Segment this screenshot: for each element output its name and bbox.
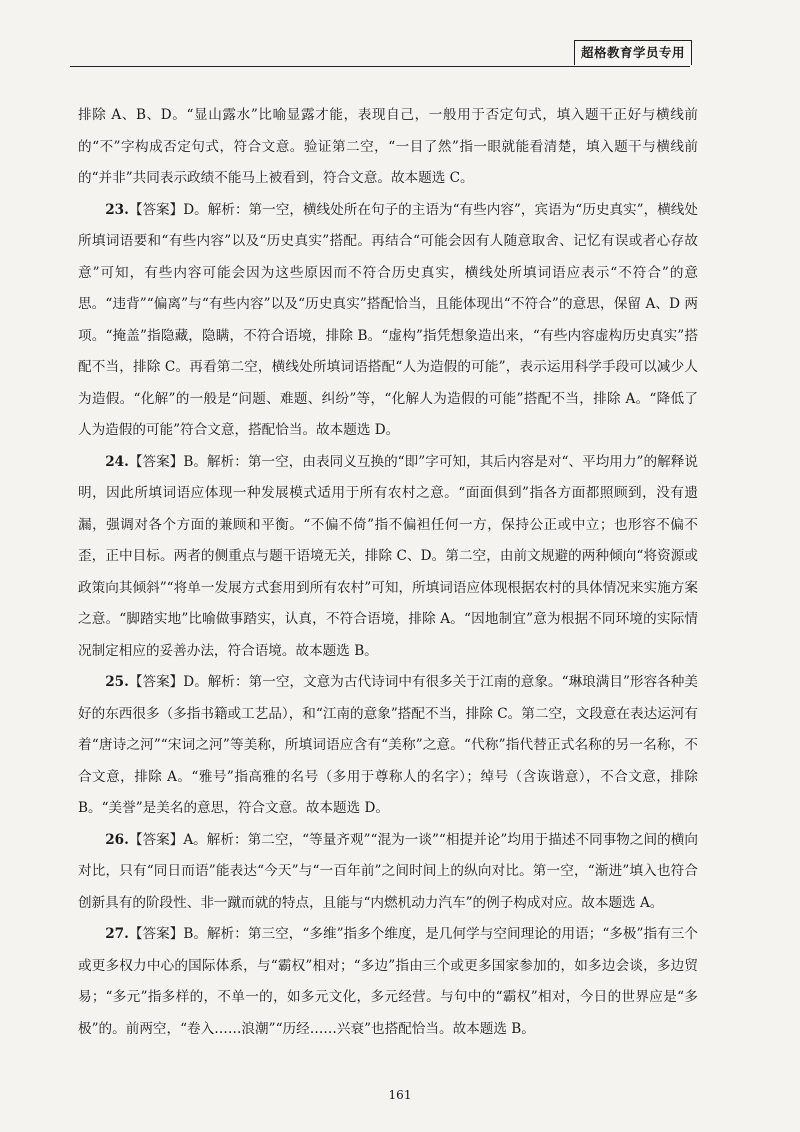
question-number: 27. [105,926,129,942]
question-number: 24. [105,453,129,470]
paragraph-text: 排除 A、B、D。“显山露水”比喻显露才能，表现自己，一般用于否定句式，填入题干正好与横线前的“不”字构成否定句式，符合文意。验证第二空，“一目了然”指一眼就能看清楚，填入题干与横线前的“并非”共同表示政绩不能马上被看到，符合文意。故本题选 C。 [78,107,698,186]
paragraph-text: 【答案】B。解析：第一空，由表同义互换的“即”字可知，其后内容是对“、平均用力”的解释说明，因此所填词语应体现一种发展模式适用于所有农村之意。“面面俱到”指各方面都照顾到，没有遗漏，强调对各个方面的兼顾和平衡。“不偏不倚”指不偏袒任何一方，保持公正或中立；也形容不偏不歪，正中目标。两者的侧重点与题干语境无关，排除 C、D。第二空，由前文规避的两种倾向“将资源或政策向其倾斜”“将单一发展方式套用到所有农村”可知，所填词语应体现根据农村的具体情况来实施方案之意。“脚踏实地”比喻做事踏实，认真，不符合语境，排除 A。“因地制宜”意为根据不同环境的实际情况制定相应的妥善办法，符合语境。故本题选 B。 [78,453,698,659]
header-tag: 超格教育学员专用 [574,40,692,65]
paragraph-text: 【答案】B。解析：第三空，“多维”指多个维度，是几何学与空间理论的用语；“多极”指有三个或更多权力中心的国际体系，与“霸权”相对；“多边”指由三个或更多国家参加的，如多边会谈，多边贸易；“多元”指多样的，不单一的，如多元文化，多元经营。与句中的“霸权”相对，今日的世界应是“多极”的。前两空，“卷入……浪潮”“历经……兴衰”也搭配恰当。故本题选 B。 [78,926,698,1037]
question-number: 26. [105,831,129,848]
paragraph-text: 【答案】D。解析：第一空，文意为古代诗词中有很多关于江南的意象。“琳琅满目”形容各种美好的东西很多（多指书籍或工艺品），和“江南的意象”搭配不当，排除 C。第二空，文段意在表达运河有着“唐诗之河”“宋词之河”等美称，所填词语应含有“美称”之意。“代称”指代替正式名称的另一名称，不合文意，排除 A。“雅号”指高雅的名号（多用于尊称人的名字）；绰号（含诙谐意），不合文意，排除 B。“美誉”是美名的意思，符合文意。故本题选 D。 [78,674,698,816]
answer-23 [78,195,698,447]
paragraph-continuation [78,100,698,195]
answer-26 [78,825,698,920]
answer-content [78,100,698,1045]
question-number: 25. [105,674,129,690]
answer-24 [78,447,698,668]
paragraph-text: 【答案】D。解析：第一空，横线处所在句子的主语为“有些内容”，宾语为“历史真实”，横线处所填词语要和“有些内容”以及“历史真实”搭配。再结合“可能会因有人随意取舍、记忆有误或者心存故意”可知，有些内容可能会因为这些原因而不符合历史真实，横线处所填词语应表示“不符合”的意思。“违背”“偏离”与“有些内容”以及“历史真实”搭配恰当，且能体现出“不符合”的意思，保留 A、D 两项。“掩盖”指隐藏，隐瞒，不符合语境，排除 B。“虚构”指凭想象造出来，“有些内容虚构历史真实”搭配不当，排除 C。再看第二空，横线处所填词语搭配“人为造假的可能”，表示运用科学手段可以减少人为造假。“化解”的一般是“问题、难题、纠纷”等，“化解人为造假的可能”搭配不当，排除 A。“降低了人为造假的可能”符合文意，搭配恰当。故本题选 D。 [78,201,698,438]
paragraph-text: 【答案】A。解析：第二空，“等量齐观”“混为一谈”“相提并论”均用于描述不同事物之间的横向对比，只有“同日而语”能表达“今天”与“一百年前”之间时间上的纵向对比。第一空，“渐进”填入也符合创新具有的阶段性、非一蹴而就的特点，且能与“内燃机动力汽车”的例子构成对应。故本题选 A。 [78,831,698,911]
page-number: 161 [388,1088,412,1102]
header-rule [70,66,690,67]
answer-25 [78,667,698,825]
answer-27 [78,919,698,1045]
question-number: 23. [105,201,129,218]
